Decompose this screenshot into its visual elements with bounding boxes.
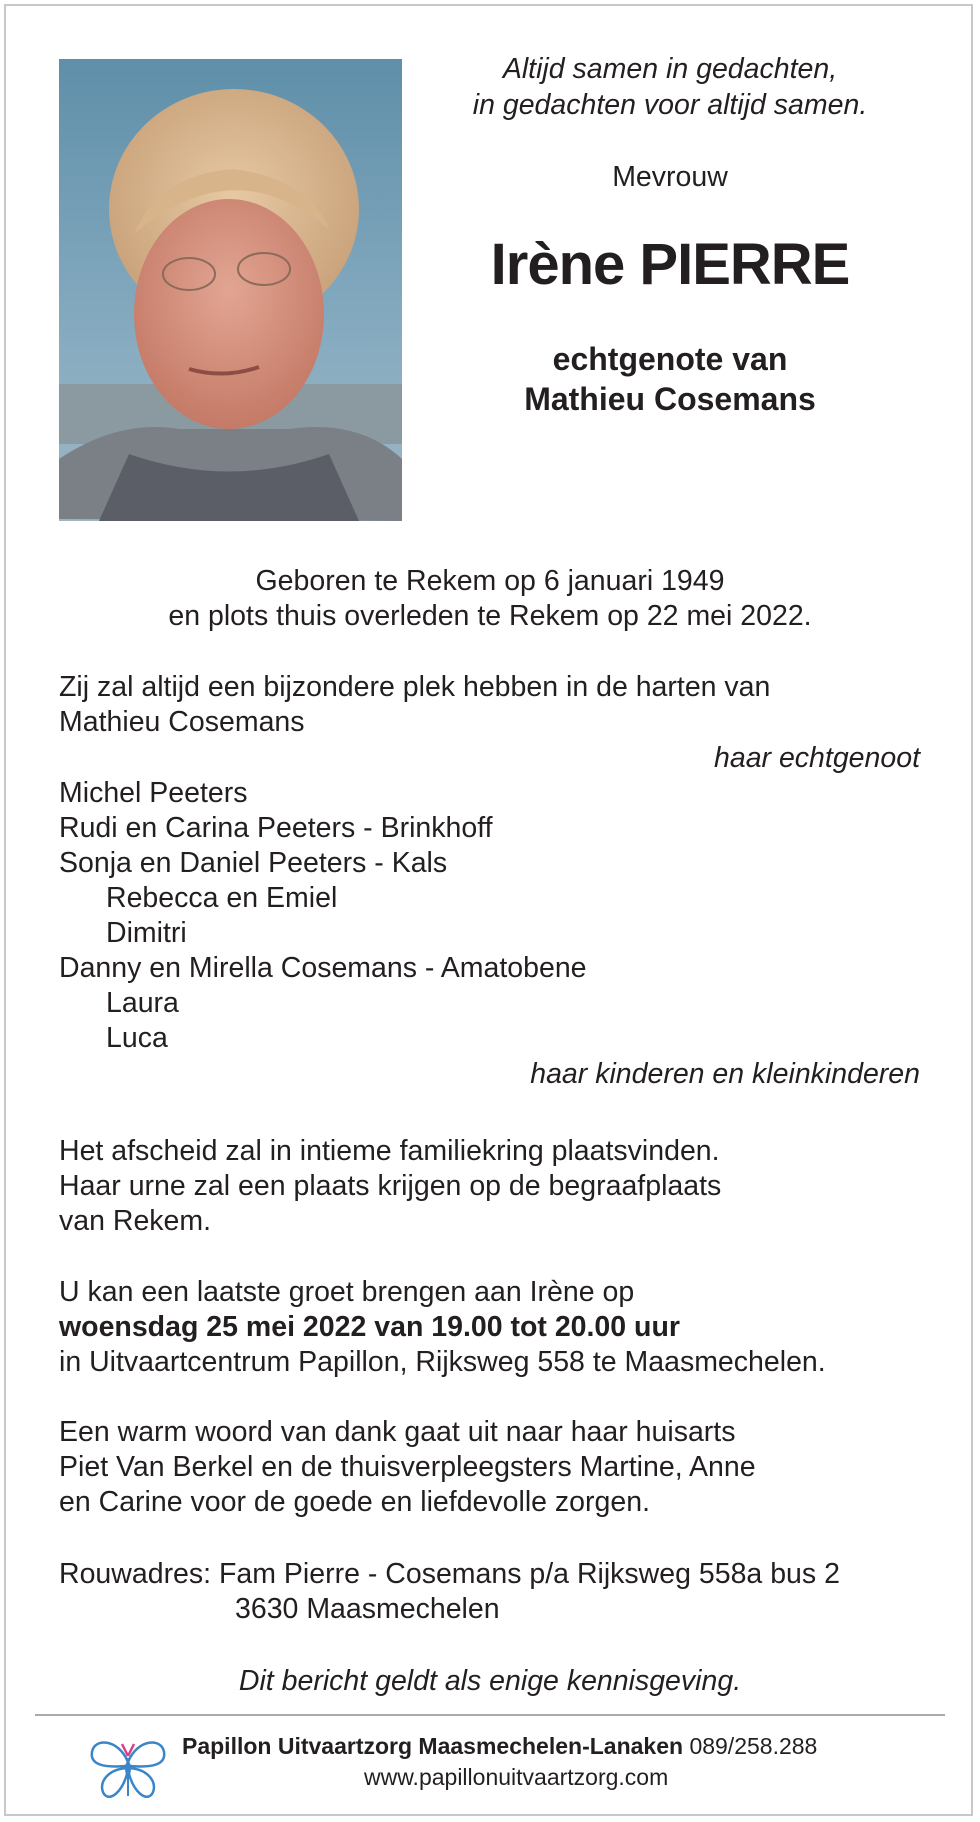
death-line: en plots thuis overleden te Rekem op 22 mei 2022. <box>168 600 812 632</box>
family-intro-1: Zij zal altijd een bijzondere plek hebben in de harten van <box>59 671 771 703</box>
family-member: Danny en Mirella Cosemans - Amatobene <box>59 952 587 984</box>
address-line-1: Rouwadres: Fam Pierre - Cosemans p/a Rijksweg 558a bus 2 <box>59 1558 840 1590</box>
title-honorific: Mevrouw <box>612 161 728 193</box>
thanks-line-1: Een warm woord van dank gaat uit naar haar huisarts <box>59 1416 736 1448</box>
thanks-line-3: en Carine voor de goede en liefdevolle zorgen. <box>59 1486 650 1518</box>
family-member: Dimitri <box>106 917 187 949</box>
role-children: haar kinderen en kleinkinderen <box>530 1058 920 1090</box>
role-husband: haar echtgenoot <box>714 742 920 774</box>
family-member: Laura <box>106 987 179 1019</box>
family-member: Rudi en Carina Peeters - Brinkhoff <box>59 812 493 844</box>
company-phone[interactable]: 089/258.288 <box>689 1733 818 1759</box>
company-website[interactable]: www.papillonuitvaartzorg.com <box>364 1764 669 1790</box>
thanks-line-2: Piet Van Berkel en de thuisverpleegsters Martine, Anne <box>59 1451 756 1483</box>
spouse-line-1: echtgenote van <box>552 341 788 377</box>
notice: Dit bericht geldt als enige kennisgeving. <box>238 1665 742 1697</box>
company-name: Papillon Uitvaartzorg Maasmechelen-Lanaken <box>182 1733 684 1759</box>
family-member: Michel Peeters <box>59 777 248 809</box>
family-member: Luca <box>106 1022 168 1054</box>
family-member: Rebecca en Emiel <box>106 882 338 914</box>
farewell-line-2: Haar urne zal een plaats krijgen op de begraafplaats <box>59 1170 722 1202</box>
spouse-line-2: Mathieu Cosemans <box>524 381 816 417</box>
family-intro-2: Mathieu Cosemans <box>59 706 305 738</box>
poem-line-2: in gedachten voor altijd samen. <box>472 89 868 121</box>
visit-location: in Uitvaartcentrum Papillon, Rijksweg 558 te Maasmechelen. <box>59 1346 826 1378</box>
visit-line-1: U kan een laatste groet brengen aan Irène op <box>59 1276 635 1308</box>
deceased-name: Irène PIERRE <box>490 232 850 297</box>
family-member: Sonja en Daniel Peeters - Kals <box>59 847 448 879</box>
butterfly-logo-icon <box>88 1726 168 1806</box>
birth-line: Geboren te Rekem op 6 januari 1949 <box>255 565 725 597</box>
farewell-line-1: Het afscheid zal in intieme familiekring plaatsvinden. <box>59 1135 720 1167</box>
poem-line-1: Altijd samen in gedachten, <box>502 53 838 85</box>
address-line-2: 3630 Maasmechelen <box>235 1593 500 1625</box>
farewell-line-3: van Rekem. <box>59 1205 212 1237</box>
footer-divider <box>35 1714 945 1716</box>
visit-datetime: woensdag 25 mei 2022 van 19.00 tot 20.00 uur <box>59 1311 680 1343</box>
footer-company-line <box>182 1731 817 1761</box>
portrait-photo <box>59 59 402 521</box>
